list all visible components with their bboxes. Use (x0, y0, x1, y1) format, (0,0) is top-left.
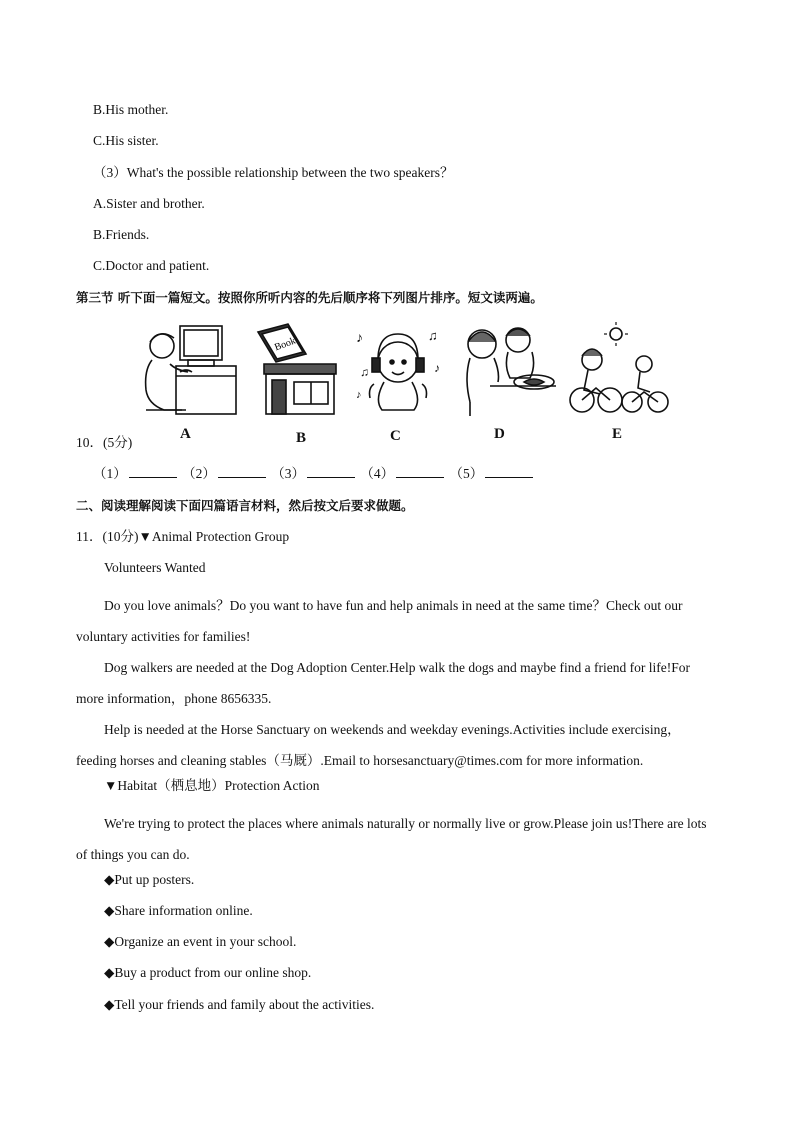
q10-blank-5[interactable] (485, 465, 533, 478)
bullet-item: ◆Tell your friends and family about the activities. (104, 997, 375, 1012)
q10-slot-4-label: （4） (360, 466, 395, 481)
paragraph-1: Do you love animals？Do you want to have fun and help animals in need at the same time？Check out our voluntary activities for families! (76, 598, 683, 644)
bullet-item: ◆Share information online. (104, 903, 253, 918)
svg-text:♫: ♫ (360, 365, 369, 379)
kids-cycling-illustration (568, 320, 672, 420)
q9-sub3-option-b: B.Friends. (93, 227, 150, 242)
picture-strip (140, 320, 680, 450)
svg-text:♫: ♫ (428, 328, 438, 343)
q10-blank-1[interactable] (129, 465, 177, 478)
part2-heading: 二、阅读理解阅读下面四篇语言材料，然后按文后要求做题。 (76, 498, 414, 513)
bullet-item: ◆Organize an event in your school. (104, 934, 297, 949)
q10-slot-1-label: （1） (93, 466, 127, 481)
picture-e-label: E (612, 426, 623, 442)
paragraph-3: Help is needed at the Horse Sanctuary on weekends and weekday evenings.Activities include exercising，feeding horses and cleaning stables（马厩）.Email to horsesanctuary@times.com for more information. (76, 722, 681, 768)
q10-blank-2[interactable] (218, 465, 266, 478)
picture-c (352, 320, 448, 444)
picture-b-label: B (296, 430, 307, 446)
q10-slot-2-label: （2） (182, 466, 216, 481)
ad2-title: ▼Habitat（栖息地）Protection Action (104, 778, 320, 793)
q10-slot-5-label: （5） (449, 466, 484, 481)
q10-blank-4[interactable] (396, 465, 444, 478)
q9-sub3-option-a: A.Sister and brother. (93, 196, 205, 211)
q11-number: 11．(10分) (76, 529, 139, 544)
book-cover-text: Book (273, 335, 298, 354)
section3-heading: 第三节 听下面一篇短文。按照你所听内容的先后顺序将下列图片排序。短文读两遍。 (76, 290, 543, 305)
q10-number: 10．(5分) (76, 435, 133, 450)
girl-headphones-illustration (352, 320, 448, 420)
paragraph-4: We're trying to protect the places where animals naturally or normally live or grow.Please join us!There are lots of things you can do. (76, 816, 707, 862)
boy-computer-illustration (140, 320, 240, 420)
svg-text:♪: ♪ (356, 389, 362, 401)
q10-answer-row (93, 465, 535, 483)
ad1-title: ▼Animal Protection Group (138, 529, 290, 544)
q10-slot-3-label: （3） (271, 466, 305, 481)
q9-option-b: B.His mother. (93, 102, 169, 117)
book-shop-illustration (252, 320, 342, 420)
picture-e (568, 320, 672, 442)
svg-text:♪: ♪ (434, 361, 440, 375)
picture-d (460, 320, 560, 442)
family-dinner-illustration (460, 320, 560, 420)
q9-sub3-question: （3）What's the possible relationship between the two speakers？ (93, 165, 454, 180)
bullet-item: ◆Buy a product from our online shop. (104, 965, 312, 980)
q9-sub3-option-c: C.Doctor and patient. (93, 258, 210, 273)
paragraph-2: Dog walkers are needed at the Dog Adoption Center.Help walk the dogs and maybe find a friend for life!For more information，phone 8656335. (76, 660, 690, 706)
svg-text:♪: ♪ (356, 331, 363, 346)
picture-a-label: A (180, 426, 191, 442)
picture-d-label: D (494, 426, 505, 442)
picture-c-label: C (390, 428, 401, 444)
picture-b (252, 320, 342, 446)
q9-option-c: C.His sister. (93, 133, 159, 148)
ad1-subtitle: Volunteers Wanted (104, 560, 206, 575)
bullet-item: ◆Put up posters. (104, 872, 195, 887)
picture-a (140, 320, 240, 442)
q10-blank-3[interactable] (307, 465, 355, 478)
q11-header (76, 528, 289, 546)
